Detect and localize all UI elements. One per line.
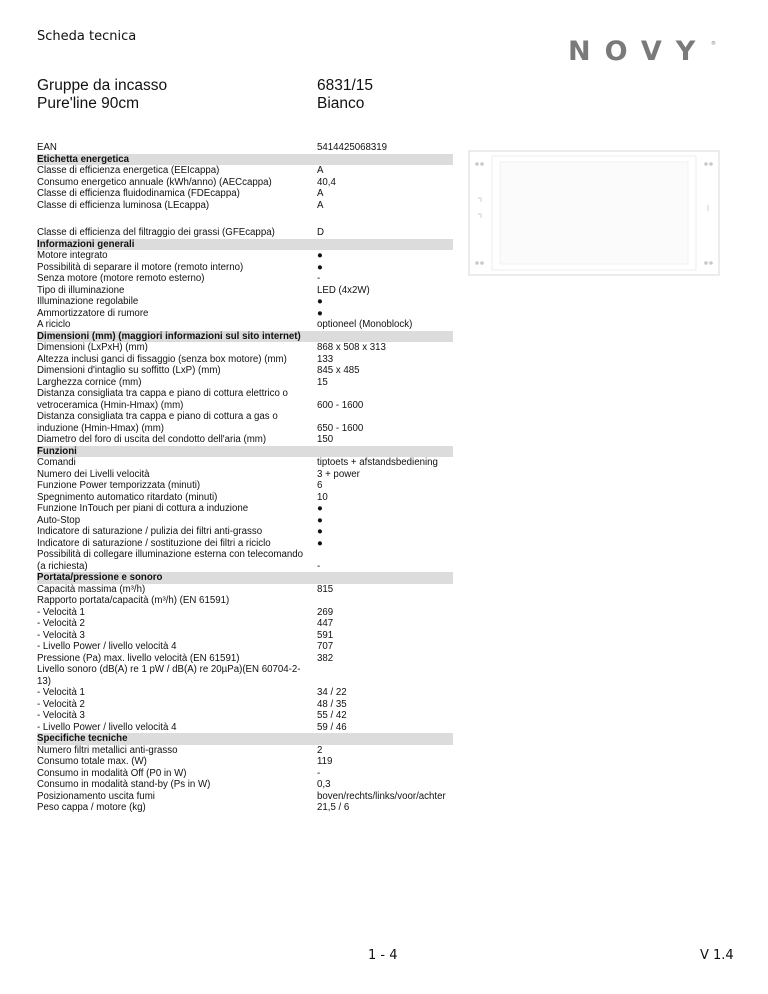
product-group: Gruppe da incasso [37, 77, 168, 94]
section-header-label: Portata/pressione e sonoro [37, 572, 163, 583]
spec-row [37, 618, 453, 630]
spec-row [37, 664, 453, 687]
spec-label: Senza motore (motore remoto esterno) [37, 273, 205, 284]
spec-label: Possibilità di collegare illuminazione esterna con telecomando (a richiesta) [37, 549, 304, 572]
spec-label: Classe di efficienza energetica (EEIcappa) [37, 165, 220, 176]
spec-row [37, 250, 453, 262]
spec-value: 119 [317, 756, 333, 767]
spec-row [37, 503, 453, 515]
spec-value: ● [317, 537, 323, 549]
spec-row [37, 388, 453, 411]
document-version: V 1.4 [700, 948, 734, 963]
spec-row [37, 177, 453, 189]
spec-row [37, 641, 453, 653]
spec-label: - Velocità 2 [37, 618, 85, 629]
spec-label: Dimensioni (LxPxH) (mm) [37, 342, 148, 353]
spec-value: - [317, 273, 321, 284]
spec-label: Larghezza cornice (mm) [37, 376, 142, 388]
spec-value: A [317, 165, 324, 176]
spec-row [37, 319, 453, 331]
section-header-label: Specifiche tecniche [37, 733, 128, 744]
spec-label: Illuminazione regolabile [37, 296, 139, 307]
spec-value: 10 [317, 491, 328, 503]
spec-value: 2 [317, 744, 323, 756]
spec-value: ● [317, 307, 323, 319]
spec-value: 133 [317, 353, 334, 365]
spec-label: Funzione InTouch per piani di cottura a induzione [37, 503, 249, 514]
spec-label: Livello sonoro (dB(A) re 1 pW / dB(A) re 20µPa)(EN 60704-2-13) [37, 664, 301, 687]
spec-row [37, 308, 453, 320]
section-header [37, 154, 453, 166]
spec-label: EAN [37, 142, 57, 153]
spec-label: Motore integrato [37, 250, 108, 261]
spec-row [37, 722, 453, 734]
spec-value: ● [317, 261, 323, 273]
spec-value: 55 / 42 [317, 710, 347, 721]
spec-value: - [317, 767, 321, 779]
spec-label: Dimensioni d'intaglio su soffitto (LxP) (mm) [37, 365, 221, 376]
section-header [37, 733, 453, 745]
logo-text: NOVY [568, 37, 710, 63]
product-code-block [317, 77, 373, 113]
product-color: Bianco [317, 95, 365, 112]
spec-label: Posizionamento uscita fumi [37, 790, 155, 802]
spec-value: 815 [317, 583, 334, 595]
spec-label: Distanza consigliata tra cappa e piano di cottura elettrico o vetroceramica (Hmin-Hmax) (mm) [37, 388, 288, 411]
spec-label: Spegnimento automatico ritardato (minuti) [37, 491, 218, 503]
spec-label: Funzione Power temporizzata (minuti) [37, 480, 201, 491]
spec-label: Classe di efficienza del filtraggio dei grassi (GFEcappa) [37, 227, 275, 238]
spec-value: 447 [317, 618, 334, 629]
spec-label: Altezza inclusi ganci di fissaggio (senza box motore) (mm) [37, 353, 287, 365]
spec-label: Comandi [37, 457, 76, 468]
spec-value: 382 [317, 652, 334, 664]
spec-value: optioneel (Monoblock) [317, 319, 413, 330]
product-code: 6831/15 [317, 77, 374, 94]
spec-label: - Livello Power / livello velocità 4 [37, 641, 177, 652]
spec-value: 15 [317, 376, 328, 388]
spec-value: 40,4 [317, 176, 336, 188]
spec-label: Capacità massima (m³/h) [37, 583, 146, 595]
spec-row [37, 480, 453, 492]
spec-value: 868 x 508 x 313 [317, 342, 386, 353]
section-header [37, 572, 453, 584]
spec-label: Distanza consigliata tra cappa e piano di cottura a gas o induzione (Hmin-Hmax) (mm) [37, 411, 278, 434]
spec-label: - Velocità 1 [37, 606, 85, 618]
spec-value: ● [317, 514, 323, 526]
spec-value: 59 / 46 [317, 721, 347, 733]
spec-row [37, 411, 453, 434]
spec-row [37, 457, 453, 469]
spec-row [37, 526, 453, 538]
spec-row [37, 227, 453, 239]
spec-label: Tipo di illuminazione [37, 284, 125, 296]
spec-value: 707 [317, 641, 334, 652]
spec-value: 650 - 1600 [317, 422, 364, 434]
spec-row [37, 699, 453, 711]
spec-row [37, 469, 453, 481]
spec-value: D [317, 227, 324, 238]
spec-value: ● [317, 503, 323, 514]
spec-value: 48 / 35 [317, 698, 347, 710]
spec-value: 21,5 / 6 [317, 802, 350, 813]
spec-value: - [317, 560, 321, 572]
spec-row [37, 354, 453, 366]
spec-label: Consumo energetico annuale (kWh/anno) (AECcappa) [37, 176, 272, 188]
spec-row [37, 492, 453, 504]
spec-row [37, 165, 453, 177]
spec-label: Diametro del foro di uscita del condotto dell'aria (mm) [37, 434, 267, 445]
spec-value: ● [317, 296, 323, 307]
spec-value: 5414425068319 [317, 142, 388, 153]
spec-row [37, 779, 453, 791]
spec-row [37, 142, 453, 154]
spec-value: 0,3 [317, 779, 331, 790]
spec-row [37, 273, 453, 285]
spec-row [37, 710, 453, 722]
spec-row [37, 365, 453, 377]
spec-row [37, 188, 453, 200]
section-header-label: Etichetta energetica [37, 153, 130, 165]
spec-label: Numero dei Livelli velocità [37, 468, 150, 480]
spec-row [37, 607, 453, 619]
spec-label: Indicatore di saturazione / pulizia dei filtri anti-grasso [37, 526, 263, 537]
spec-value: 845 x 485 [317, 365, 360, 376]
spec-value: A [317, 188, 324, 199]
spec-row [37, 802, 453, 814]
spec-row [37, 200, 453, 212]
spec-label: Pressione (Pa) max. livello velocità (EN 61591) [37, 652, 240, 664]
product-group-block [37, 77, 167, 113]
spec-row [37, 434, 453, 446]
spec-value: LED (4x2W) [317, 284, 370, 296]
spec-value: 6 [317, 480, 323, 491]
spec-row [37, 285, 453, 297]
page-number: 1 - 4 [368, 948, 398, 963]
spec-label: Auto-Stop [37, 514, 81, 526]
spec-row [37, 296, 453, 308]
spec-row [37, 377, 453, 389]
spec-row [37, 342, 453, 354]
spec-value: ● [317, 250, 323, 261]
spec-row [37, 584, 453, 596]
section-header [37, 331, 453, 343]
spec-label: Classe di efficienza luminosa (LEcappa) [37, 199, 210, 211]
spec-row [37, 791, 453, 803]
spec-label: - Velocità 1 [37, 687, 85, 698]
spec-table [37, 142, 453, 814]
spec-label: Consumo in modalità Off (P0 in W) [37, 767, 187, 779]
spec-label: - Velocità 3 [37, 629, 85, 641]
section-header-label: Funzioni [37, 445, 77, 457]
spec-value: ● [317, 526, 323, 537]
novy-logo [568, 37, 718, 63]
spec-label: A riciclo [37, 319, 71, 330]
spec-label: - Velocità 3 [37, 710, 85, 721]
svg-text:®: ® [711, 41, 716, 47]
spec-row [37, 653, 453, 665]
spec-value: 591 [317, 629, 334, 641]
spec-label: Consumo totale max. (W) [37, 756, 147, 767]
document-type-label: Scheda tecnica [37, 29, 137, 44]
spec-row [37, 687, 453, 699]
spec-row [37, 756, 453, 768]
spec-label: - Livello Power / livello velocità 4 [37, 721, 177, 733]
spec-label: Rapporto portata/capacità (m³/h) (EN 61591) [37, 595, 230, 606]
spec-value: 3 + power [317, 468, 360, 480]
spec-label: Ammortizzatore di rumore [37, 307, 149, 319]
section-header [37, 446, 453, 458]
spec-value: tiptoets + afstandsbediening [317, 457, 438, 468]
spec-label: Numero filtri metallici anti-grasso [37, 744, 178, 756]
spec-row [37, 595, 453, 607]
spec-value: 600 - 1600 [317, 399, 364, 411]
spec-value: 150 [317, 434, 334, 445]
section-header [37, 239, 453, 251]
spec-value: boven/rechts/links/voor/achter [317, 790, 446, 802]
product-image [468, 150, 720, 276]
spec-value: 269 [317, 606, 334, 618]
spec-label: Indicatore di saturazione / sostituzione dei filtri a riciclo [37, 537, 271, 549]
spec-row [37, 549, 453, 572]
spec-label: Classe di efficienza fluidodinamica (FDEcappa) [37, 188, 240, 199]
spec-row [37, 538, 453, 550]
product-name: Pure'line 90cm [37, 95, 140, 112]
spec-row [37, 768, 453, 780]
spec-label: Consumo in modalità stand-by (Ps in W) [37, 779, 211, 790]
spec-value: 34 / 22 [317, 687, 347, 698]
spec-label: Possibilità di separare il motore (remoto interno) [37, 261, 244, 273]
spec-row [37, 515, 453, 527]
spec-row [37, 262, 453, 274]
spec-row [37, 745, 453, 757]
spec-row [37, 630, 453, 642]
section-header-label: Informazioni generali [37, 238, 135, 250]
spec-label: - Velocità 2 [37, 698, 85, 710]
spec-label: Peso cappa / motore (kg) [37, 802, 146, 813]
section-header-label: Dimensioni (mm) (maggiori informazioni sul sito internet) [37, 330, 301, 342]
spec-value: A [317, 199, 324, 211]
